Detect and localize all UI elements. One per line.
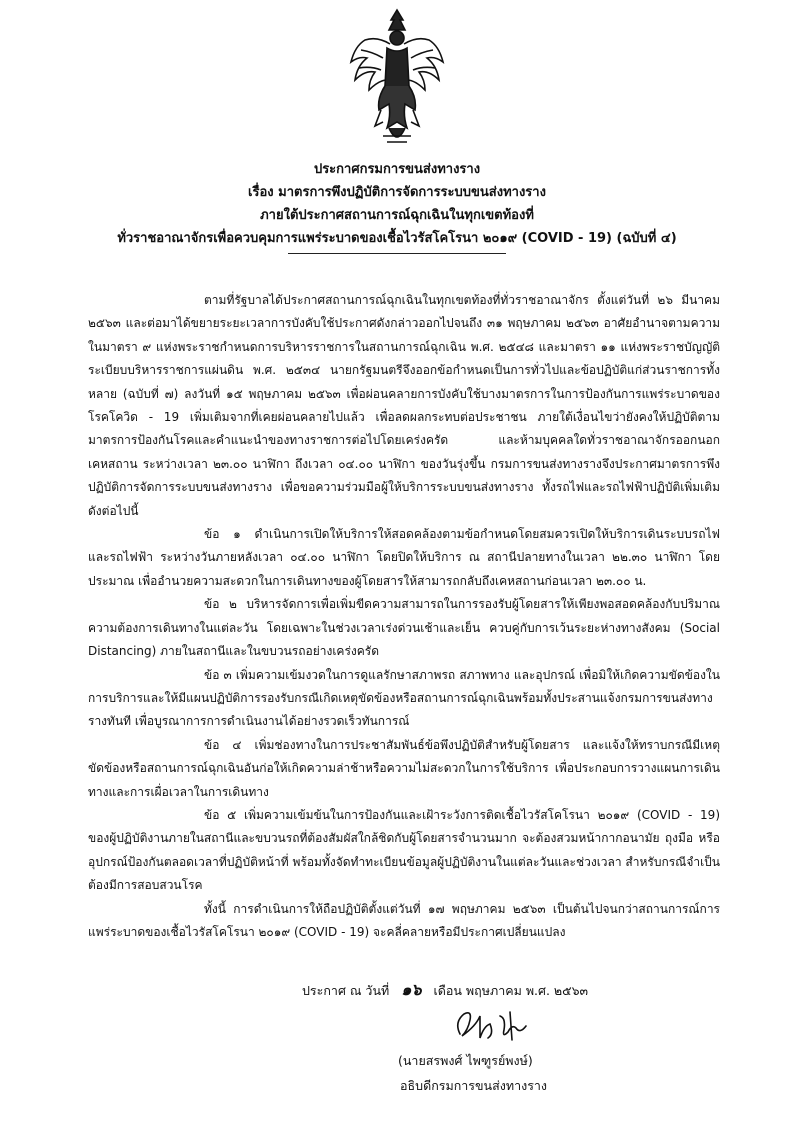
announcement-header [40, 158, 754, 254]
announced-month-year: เดือน พฤษภาคม พ.ศ. ๒๕๖๓ [433, 983, 589, 998]
announced-day: ๑๖ [401, 980, 422, 999]
header-divider [288, 253, 506, 254]
issuing-agency-title: ประกาศกรมการขนส่งทางราง [313, 162, 481, 177]
signer-title: อธิบดีกรมการขนส่งทางราง [400, 1078, 548, 1093]
clause-5: ข้อ ๕ เพิ่มความเข้มข้นในการป้องกันและเฝ้าระวังการติดเชื้อไวรัสโคโรนา ๒๐๑๙ (COVID - 19) ของผู้ปฏิบัติงานภายในสถานีและขบวนรถที่ต้องสัมผัสใกล้ชิดกับผู้โดยสารจำนวนมาก จะต้องสวมหน้ากากอนามัย ถุงมือ หรืออุปกรณ์ป้องกันตลอดเวลาที่ปฏิบัติหน้าที่ พร้อมทั้งจัดทำทะเบียนข้อมูลผู้ปฏิบัติงานในแต่ละวันและช่วงเวลา สำหรับกรณีจำเป็นต้องมีการสอบสวนโรค [88, 807, 721, 893]
handwritten-signature [450, 1004, 545, 1046]
clause-1: ข้อ ๑ ดำเนินการเปิดให้บริการให้สอดคล้องตามข้อกำหนดโดยสมควรเปิดให้บริการเดินระบบรถไฟและรถไฟฟ้า ระหว่างวันภายหลังเวลา ๐๔.๐๐ นาฬิกา โดยปิดให้บริการ ณ สถานีปลายทางในเวลา ๒๒.๓๐ นาฬิกา โดยประมาณ เพื่ออำนวยความสะดวกในการเดินทางของผู้โดยสารให้สามารถกลับถึงเคหสถานก่อนเวลา ๒๓.๐๐ น. [88, 527, 720, 588]
announcement-body [88, 289, 720, 944]
clause-3: ข้อ ๓ เพิ่มความเข้มงวดในการดูแลรักษาสภาพรถ สภาพทาง และอุปกรณ์ เพื่อมิให้เกิดความขัดข้องในการบริการและให้มีแผนปฏิบัติการรองรับกรณีเกิดเหตุขัดข้องหรือสถานการณ์ฉุกเฉินพร้อมทั้งประสานแจ้งกรมการขนส่งทางรางทันที เพื่อบูรณาการการดำเนินงานได้อย่างรวดเร็วทันการณ์ [88, 667, 720, 729]
subject-line-2: ภายใต้ประกาศสถานการณ์ฉุกเฉินในทุกเขตท้องที่ [260, 208, 534, 223]
clause-4: ข้อ ๔ เพิ่มช่องทางในการประชาสัมพันธ์ข้อพึงปฏิบัติสำหรับผู้โดยสาร และแจ้งให้ทราบกรณีมีเหตุขัดข้องหรือสถานการณ์ฉุกเฉินอันก่อให้เกิดความล่าช้าหรือความไม่สะดวกในการใช้บริการ เพื่อประกอบการวางแผนการเดินทางและการเผื่อเวลาในการเดินทาง [88, 737, 720, 799]
clause-2: ข้อ ๒ บริหารจัดการเพื่อเพิ่มขีดความสามารถในการรองรับผู้โดยสารให้เพียงพอสอดคล้องกับปริมาณความต้องการเดินทางในแต่ละวัน โดยเฉพาะในช่วงเวลาเร่งด่วนเช้าและเย็น ควบคู่กับการเว้นระยะห่างทางสังคม (Social Distancing) ภายในสถานีและในขบวนรถอย่างเคร่งครัด [88, 597, 720, 659]
closing-paragraph: ทั้งนี้ การดำเนินการให้ถือปฏิบัติตั้งแต่วันที่ ๑๗ พฤษภาคม ๒๕๖๓ เป็นต้นไปจนกว่าสถานการณ์การแพร่ระบาดของเชื้อไวรัสโคโรนา ๒๐๑๙ (COVID - 19) จะคลี่คลายหรือมีประกาศเปลี่ยนแปลง [88, 901, 720, 939]
announced-label: ประกาศ ณ วันที่ [302, 983, 390, 998]
garuda-emblem-icon [347, 6, 447, 152]
signer-name: (นายสรพงศ์ ไพฑูรย์พงษ์) [398, 1053, 533, 1068]
announcement-date [302, 978, 588, 1003]
subject-line: เรื่อง มาตรการพึงปฏิบัติการจัดการระบบขนส่งทางราง [248, 185, 546, 200]
intro-paragraph: ตามที่รัฐบาลได้ประกาศสถานการณ์ฉุกเฉินในทุกเขตท้องที่ทั่วราชอาณาจักร ตั้งแต่วันที่ ๒๖ มีนาคม ๒๕๖๓ และต่อมาได้ขยายระยะเวลาการบังคับใช้ประกาศดังกล่าวออกไปจนถึง ๓๑ พฤษภาคม ๒๕๖๓ อาศัยอำนาจตามความในมาตรา ๙ แห่งพระราชกำหนดการบริหารราชการในสถานการณ์ฉุกเฉิน พ.ศ. ๒๕๔๘ และมาตรา ๑๑ แห่งพระราชบัญญัติระเบียบบริหารราชการแผ่นดิน พ.ศ. ๒๕๓๔ นายกรัฐมนตรีจึงออกข้อกำหนดเป็นการทั่วไปและข้อปฏิบัติแก่ส่วนราชการทั้งหลาย (ฉบับที่ ๗) ลงวันที่ ๑๕ พฤษภาคม ๒๕๖๓ เพื่อผ่อนคลายการบังคับใช้บางมาตรการในการป้องกันการแพร่ระบาดของโรคโควิด - 19 เพิ่มเติมจากที่เคยผ่อนคลายไปแล้ว เพื่อลดผลกระทบต่อประชาชน ภายใต้เงื่อนไขว่ายังคงให้ปฏิบัติตามมาตรการป้องกันโรคและคำแนะนำของทางราชการต่อไปโดยเคร่งครัด และห้ามบุคคลใดทั่วราชอาณาจักรออกนอกเคหสถาน ระหว่างเวลา ๒๓.๐๐ นาฬิกา ถึงเวลา ๐๔.๐๐ นาฬิกา ของวันรุ่งขึ้น กรมการขนส่งทางรางจึงประกาศมาตรการพึงปฏิบัติการจัดการระบบขนส่งทางราง เพื่อขอความร่วมมือผู้ให้บริการระบบขนส่งทางราง ทั้งรถไฟและรถไฟฟ้าปฏิบัติเพิ่มเติม ดังต่อไปนี้ [88, 293, 720, 518]
subject-line-3: ทั่วราชอาณาจักรเพื่อควบคุมการแพร่ระบาดของเชื้อไวรัสโคโรนา ๒๐๑๙ (COVID - 19) (ฉบับที่ ๔) [117, 231, 677, 246]
